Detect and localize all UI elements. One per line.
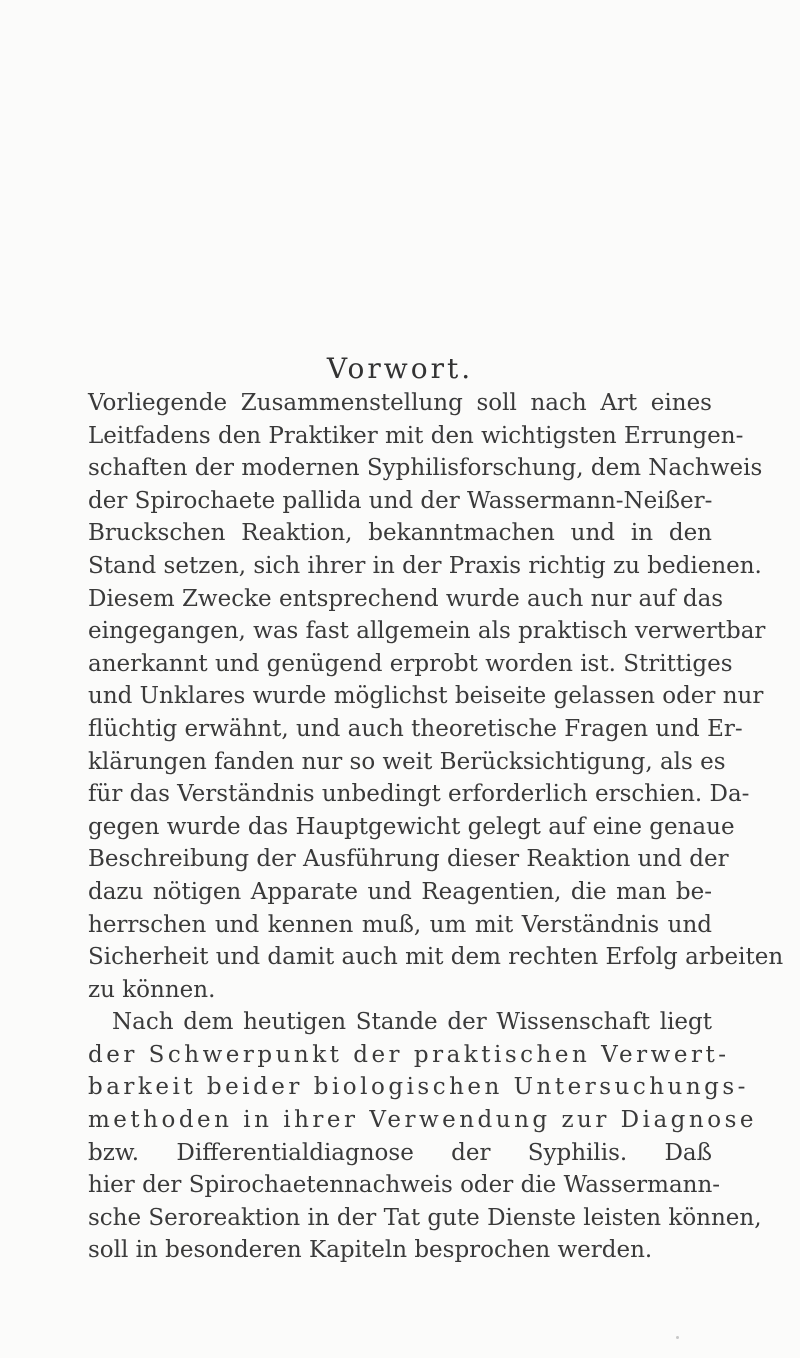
text-line: und Unklares wurde möglichst beiseite gelassen oder nur <box>88 683 764 710</box>
text-line: Sicherheit und damit auch mit dem rechten Erfolg arbeiten <box>88 944 784 971</box>
text-line: barkeit beider biologischen Untersuchungs- <box>88 1074 749 1101</box>
text-line: Stand setzen, sich ihrer in der Praxis richtig zu bedienen. <box>88 552 762 579</box>
text-line: Bruckschen Reaktion, bekanntmachen und in den <box>88 520 712 547</box>
text-line: zu können. <box>88 976 216 1003</box>
text-line: herrschen und kennen muß, um mit Verständnis und <box>88 911 712 938</box>
text-line: sche Seroreaktion in der Tat gute Dienste leisten können, <box>88 1204 762 1231</box>
text-line: anerkannt und genügend erprobt worden ist. Strittiges <box>88 650 733 677</box>
foreword-text <box>88 387 784 1267</box>
text-line: hier der Spirochaetennachweis oder die Wassermann- <box>88 1172 721 1199</box>
text-line: soll in besonderen Kapiteln besprochen werden. <box>88 1237 653 1264</box>
text-line: schaften der modernen Syphilisforschung, dem Nachweis <box>88 455 763 482</box>
text-line: Nach dem heutigen Stande der Wissenschaft liegt <box>112 1009 712 1036</box>
text-line: dazu nötigen Apparate und Reagentien, die man be- <box>88 878 712 905</box>
text-line: gegen wurde das Hauptgewicht gelegt auf eine genaue <box>88 813 735 840</box>
text-line: eingegangen, was fast allgemein als praktisch verwertbar <box>88 618 766 645</box>
text-line: Diesem Zwecke entsprechend wurde auch nur auf das <box>88 585 724 612</box>
text-line: bzw. Differentialdiagnose der Syphilis. Daß <box>88 1139 712 1166</box>
text-line: flüchtig erwähnt, und auch theoretische Fragen und Er- <box>88 715 743 742</box>
text-line: der Spirochaete pallida und der Wassermann-Neißer- <box>88 487 713 514</box>
text-line: Leitfadens den Praktiker mit den wichtigsten Errungen- <box>88 422 744 449</box>
text-line: Beschreibung der Ausführung dieser Reaktion und der <box>88 846 729 873</box>
text-line: methoden in ihrer Verwendung zur Diagnose <box>88 1107 757 1134</box>
text-line: der Schwerpunkt der praktischen Verwert- <box>88 1041 730 1068</box>
page-heading: Vorwort. <box>326 352 474 385</box>
text-line: Vorliegende Zusammenstellung soll nach Art eines <box>88 390 712 416</box>
text-line: für das Verständnis unbedingt erforderlich erschien. Da- <box>88 781 750 808</box>
paper-speck <box>676 1336 679 1339</box>
text-line: klärungen fanden nur so weit Berücksichtigung, als es <box>88 748 726 775</box>
